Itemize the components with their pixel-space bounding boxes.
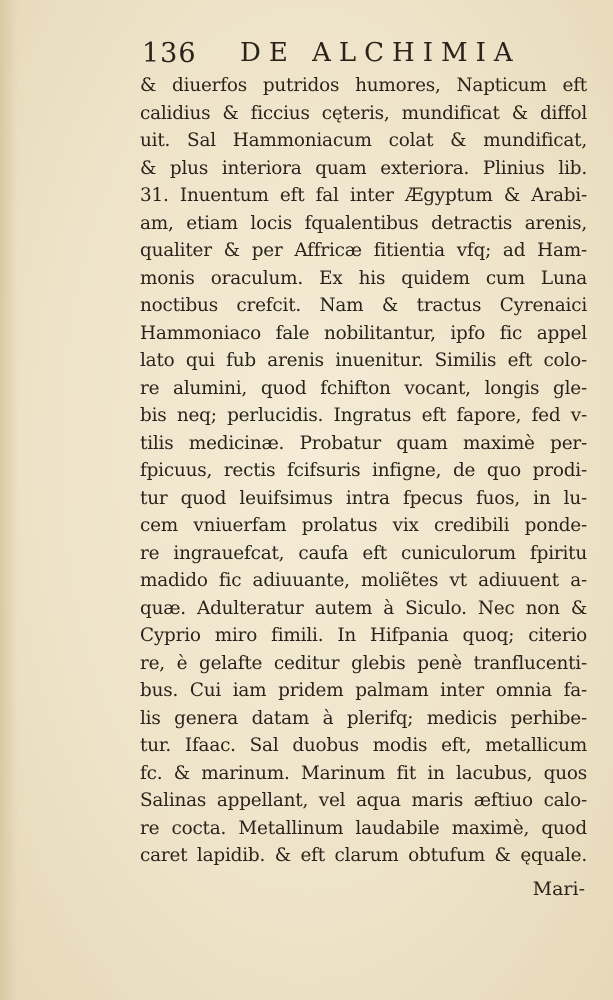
text-line: cem vniuerfam prolatus vix credibili ponde-	[140, 515, 587, 536]
text-line: re cocta. Metallinum laudabile maximè, quod	[140, 817, 587, 839]
text-line: qualiter & per Affricæ fitientia vfq; ad Ham-	[140, 240, 587, 261]
text-line: am, etiam locis fqualentibus detractis arenis,	[140, 212, 587, 234]
text-line: Salinas appellant, vel aqua maris æftiuo calo-	[140, 790, 587, 811]
catchword: Mari-	[532, 878, 585, 900]
text-line: uit. Sal Hammoniacum colat & mundificat,	[140, 130, 587, 151]
text-line: & diuerfos putridos humores, Napticum eft	[140, 75, 587, 96]
text-line: 31. Inuentum eft fal inter Ægyptum & Arabi-	[140, 185, 587, 206]
text-line: fc. & marinum. Marinum fit in lacubus, quos	[140, 762, 587, 784]
text-block	[140, 72, 587, 870]
text-line: Hammoniaco fale nobilitantur, ipfo fic appel	[140, 322, 587, 344]
text-line: bus. Cui iam pridem palmam inter omnia fa-	[140, 680, 587, 701]
text-line: tur. Ifaac. Sal duobus modis eft, metallicum	[140, 735, 587, 756]
running-title: DE ALCHIMIA	[240, 38, 521, 68]
text-line: bis neq; perlucidis. Ingratus eft fapore, fed v-	[140, 405, 587, 426]
text-line: re ingrauefcat, caufa eft cuniculorum fpiritu	[140, 542, 587, 564]
text-line: lato qui fub arenis inuenitur. Similis eft colo-	[140, 350, 587, 371]
text-line: re, è gelafte ceditur glebis penè tranflucenti-	[140, 652, 587, 674]
text-line: & plus interiora quam exteriora. Plinius lib.	[140, 157, 587, 179]
text-line: caret lapidib. & eft clarum obtufum & ęquale.	[140, 845, 587, 866]
page-number: 136	[142, 38, 197, 69]
page-edge-shadow	[0, 0, 18, 1000]
text-line: noctibus crefcit. Nam & tractus Cyrenaici	[140, 295, 587, 316]
text-line: calidius & ficcius cęteris, mundificat & diffol	[140, 102, 587, 124]
text-line: tilis medicinæ. Probatur quam maximè per-	[140, 432, 587, 454]
text-line: lis genera datam à plerifq; medicis perhibe-	[140, 707, 587, 729]
text-line: quæ. Adulteratur autem à Siculo. Nec non &	[140, 597, 587, 619]
text-line: monis oraculum. Ex his quidem cum Luna	[140, 267, 587, 289]
text-line: madido fic adiuuante, moliẽtes vt adiuuent a-	[140, 570, 587, 591]
text-line: tur quod leuifsimus intra fpecus fuos, in lu-	[140, 487, 587, 509]
text-line: re alumini, quod fchifton vocant, longis gle-	[140, 377, 587, 399]
text-line: fpicuus, rectis fcifsuris infigne, de quo prodi-	[140, 460, 587, 481]
text-line: Cyprio miro fimili. In Hifpania quoq; citerio	[140, 625, 587, 646]
